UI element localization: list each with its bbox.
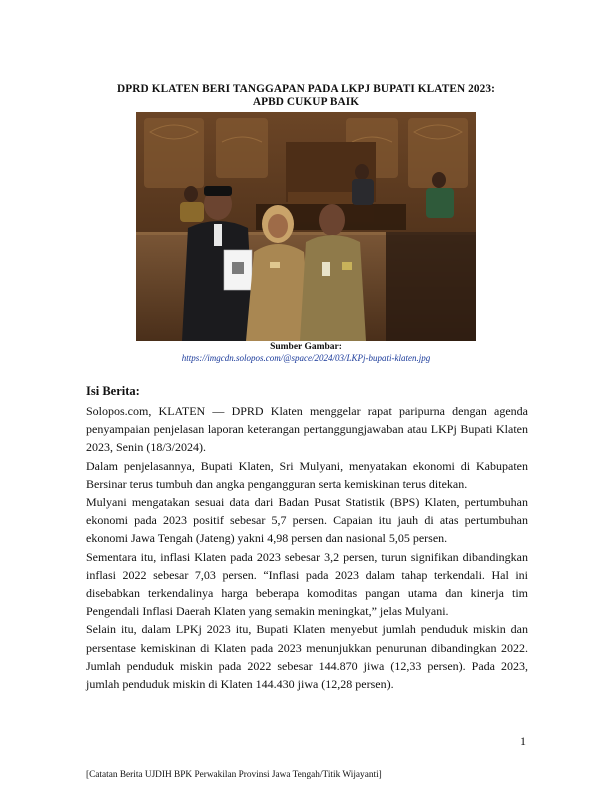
article-title-line-2: APBD CUKUP BAIK <box>252 96 360 108</box>
article-title <box>90 83 522 109</box>
image-caption-label: Sumber Gambar: <box>270 342 342 352</box>
footer-note: [Catatan Berita UJDIH BPK Perwakilan Provinsi Jawa Tengah/Titik Wijayanti] <box>86 770 382 780</box>
article-body <box>86 402 528 693</box>
body-paragraph: Selain itu, dalam LPKj 2023 itu, Bupati Klaten menyebut jumlah penduduk miskin dan persentase kemiskinan di Klaten pada 2023 menunjukkan penurunan dibandingkan 2022. Jumlah penduduk miskin pada 2022 sebesar 144.870 jiwa (12,33 persen). Pada 2023, jumlah penduduk miskin di Klaten 144.430 jiwa (12,28 persen). <box>86 622 528 692</box>
section-heading: Isi Berita: <box>86 384 140 398</box>
body-paragraph: Mulyani mengatakan sesuai data dari Badan Pusat Statistik (BPS) Klaten, pertumbuhan ekonomi pada 2023 positif sebesar 5,7 persen. Capaian itu jauh di atas pertumbuhan ekonomi Jawa Tengah (Jateng) yakni 4,98 persen dan nasional 5,05 persen. <box>86 495 528 546</box>
article-title-line-1: DPRD KLATEN BERI TANGGAPAN PADA LKPJ BUPATI KLATEN 2023: <box>117 83 495 95</box>
body-paragraph: Solopos.com, KLATEN — DPRD Klaten menggelar rapat paripurna dengan agenda penyampaian penjelasan laporan keterangan pertanggungjawaban atau LKPj Bupati Klaten 2023, Senin (18/3/2024). <box>86 404 528 455</box>
news-photo <box>136 112 476 341</box>
page-number: 1 <box>520 734 526 748</box>
body-paragraph: Dalam penjelasannya, Bupati Klaten, Sri Mulyani, menyatakan ekonomi di Kabupaten Bersinar terus tumbuh dan angka pengangguran serta kemiskinan terus ditekan. <box>86 458 528 491</box>
image-source-link[interactable]: https://imgcdn.solopos.com/@space/2024/03/LKPj-bupati-klaten.jpg <box>181 353 431 363</box>
body-paragraph: Sementara itu, inflasi Klaten pada 2023 sebesar 3,2 persen, turun signifikan dibandingkan inflasi 2022 sebesar 7,03 persen. “Inflasi pada 2023 dalam tahap terkendali. Hal ini disebabkan terkendalinya harga beberapa komoditas pangan utama dan kinerja tim Pengendali Inflasi Daerah Klaten yang semakin meningkat,” jelas Mulyani. <box>86 549 528 619</box>
